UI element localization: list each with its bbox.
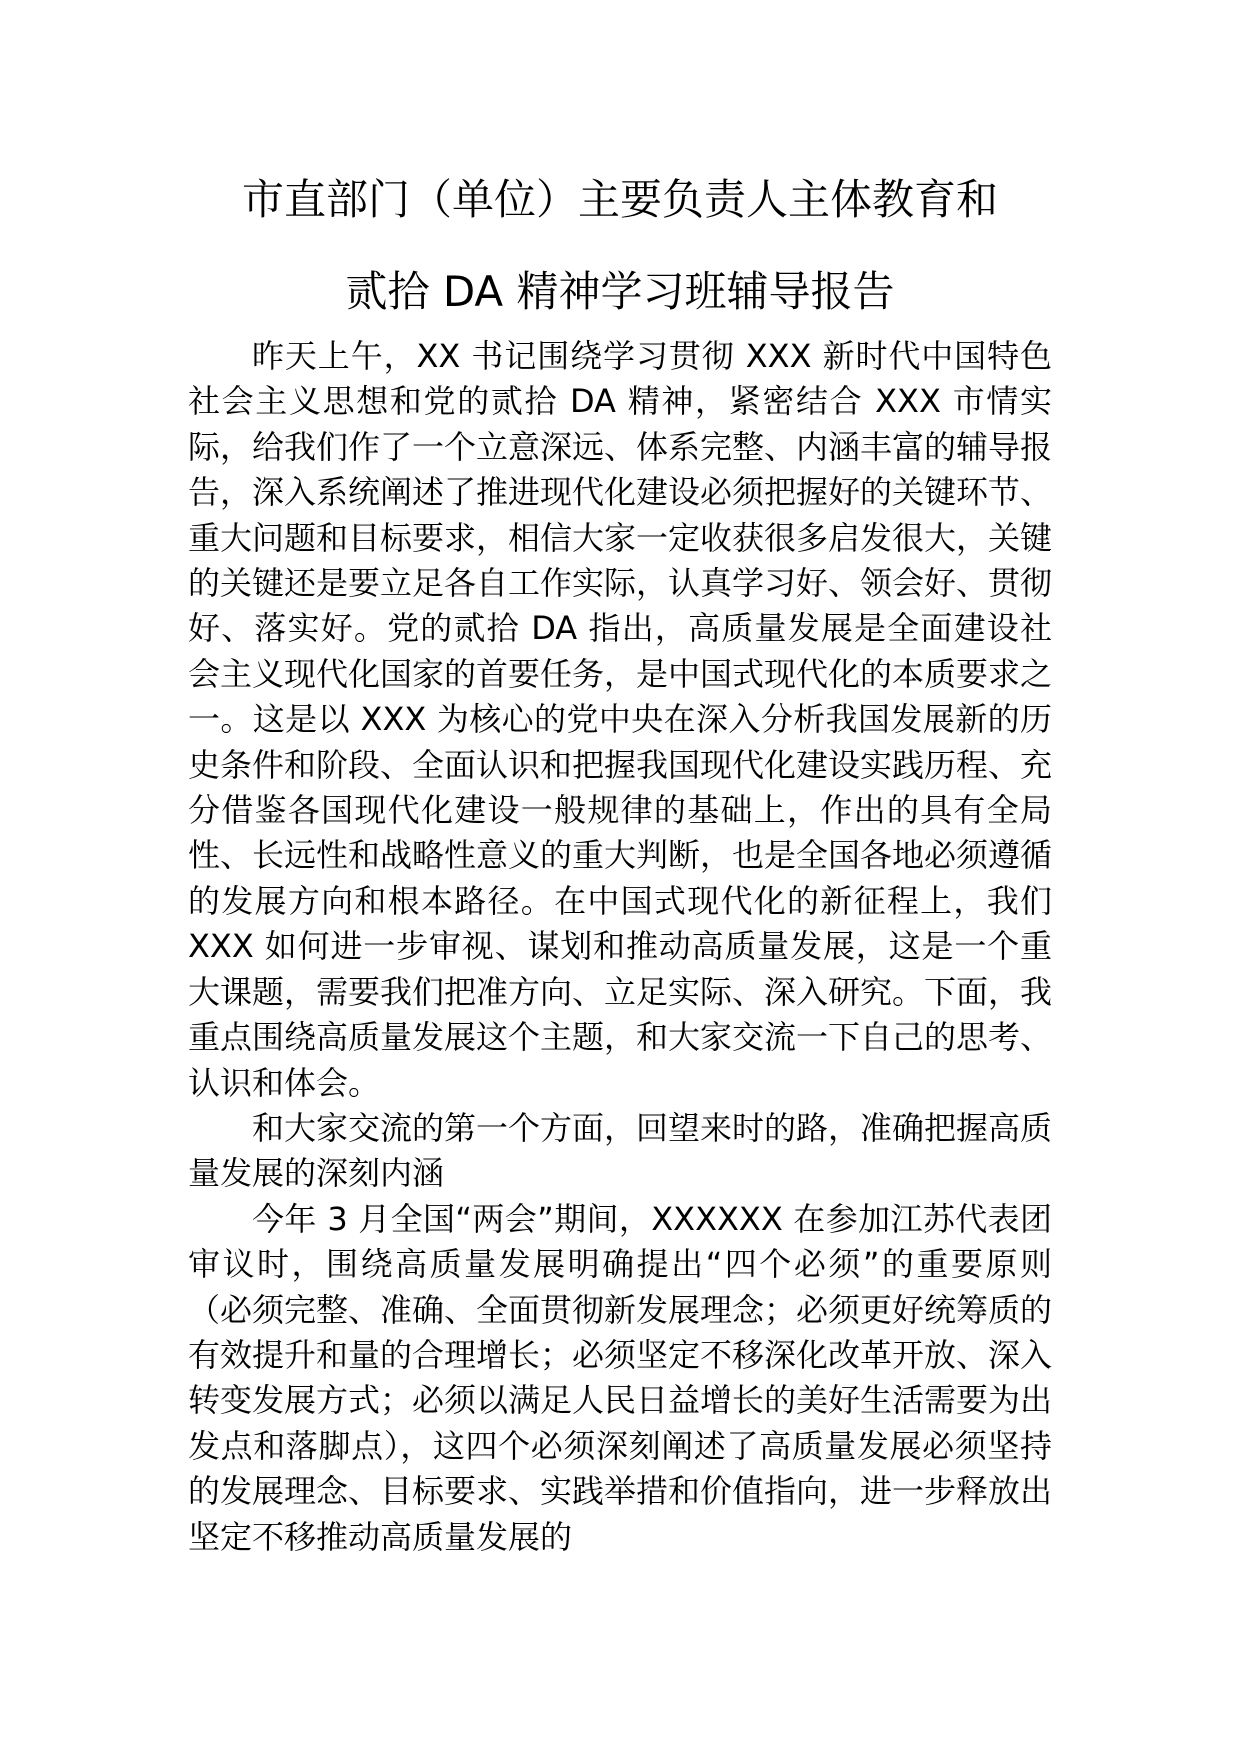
paragraph-2-section-heading: 和大家交流的第一个方面，回望来时的路，准确把握高质量发展的深刻内涵 [188,1108,1053,1193]
title-line-2: 贰拾 DA 精神学习班辅导报告 [345,267,895,316]
paragraph-1: 昨天上午，XX 书记围绕学习贯彻 XXX 新时代中国特色社会主义思想和党的贰拾 DA 精神，紧密结合 XXX 市情实际，给我们作了一个立意深远、体系完整、内涵丰富的辅导报告，深入系统阐述了推进现代化建设必须把握好的关键环节、重大问题和目标要求，相信大家一定收获很多启发很大，关键的关键还是要立足各自工作实际，认真学习好、领会好、贯彻好、落实好。党的贰拾 DA 指出，高质量发展是全面建设社会主义现代化国家的首要任务，是中国式现代化的本质要求之一。这是以 XXX 为核心的党中央在深入分析我国发展新的历史条件和阶段、全面认识和把握我国现代化建设实践历程、充分借鉴各国现代化建设一般规律的基础上，作出的具有全局性、长远性和战略性意义的重大判断，也是全国各地必须遵循的发展方向和根本路径。在中国式现代化的新征程上，我们 XXX 如何进一步审视、谋划和推动高质量发展，这是一个重大课题，需要我们把准方向、立足实际、深入研究。下面，我重点围绕高质量发展这个主题，和大家交流一下自己的思考、认识和体会。 [188,337,1053,1102]
title-line-1: 市直部门（单位）主要负责人主体教育和 [241,175,998,224]
document-body [188,334,1052,1560]
paragraph-3: 今年 3 月全国“两会”期间，XXXXXX 在参加江苏代表团审议时，围绕高质量发展明确提出“四个必须”的重要原则（必须完整、准确、全面贯彻新发展理念；必须更好统筹质的有效提升和量的合理增长；必须坚定不移深化改革开放、深入转变发展方式；必须以满足人民日益增长的美好生活需要为出发点和落脚点），这四个必须深刻阐述了高质量发展必须坚持的发展理念、目标要求、实践举措和价值指向，进一步释放出坚定不移推动高质量发展的 [188,1199,1053,1556]
